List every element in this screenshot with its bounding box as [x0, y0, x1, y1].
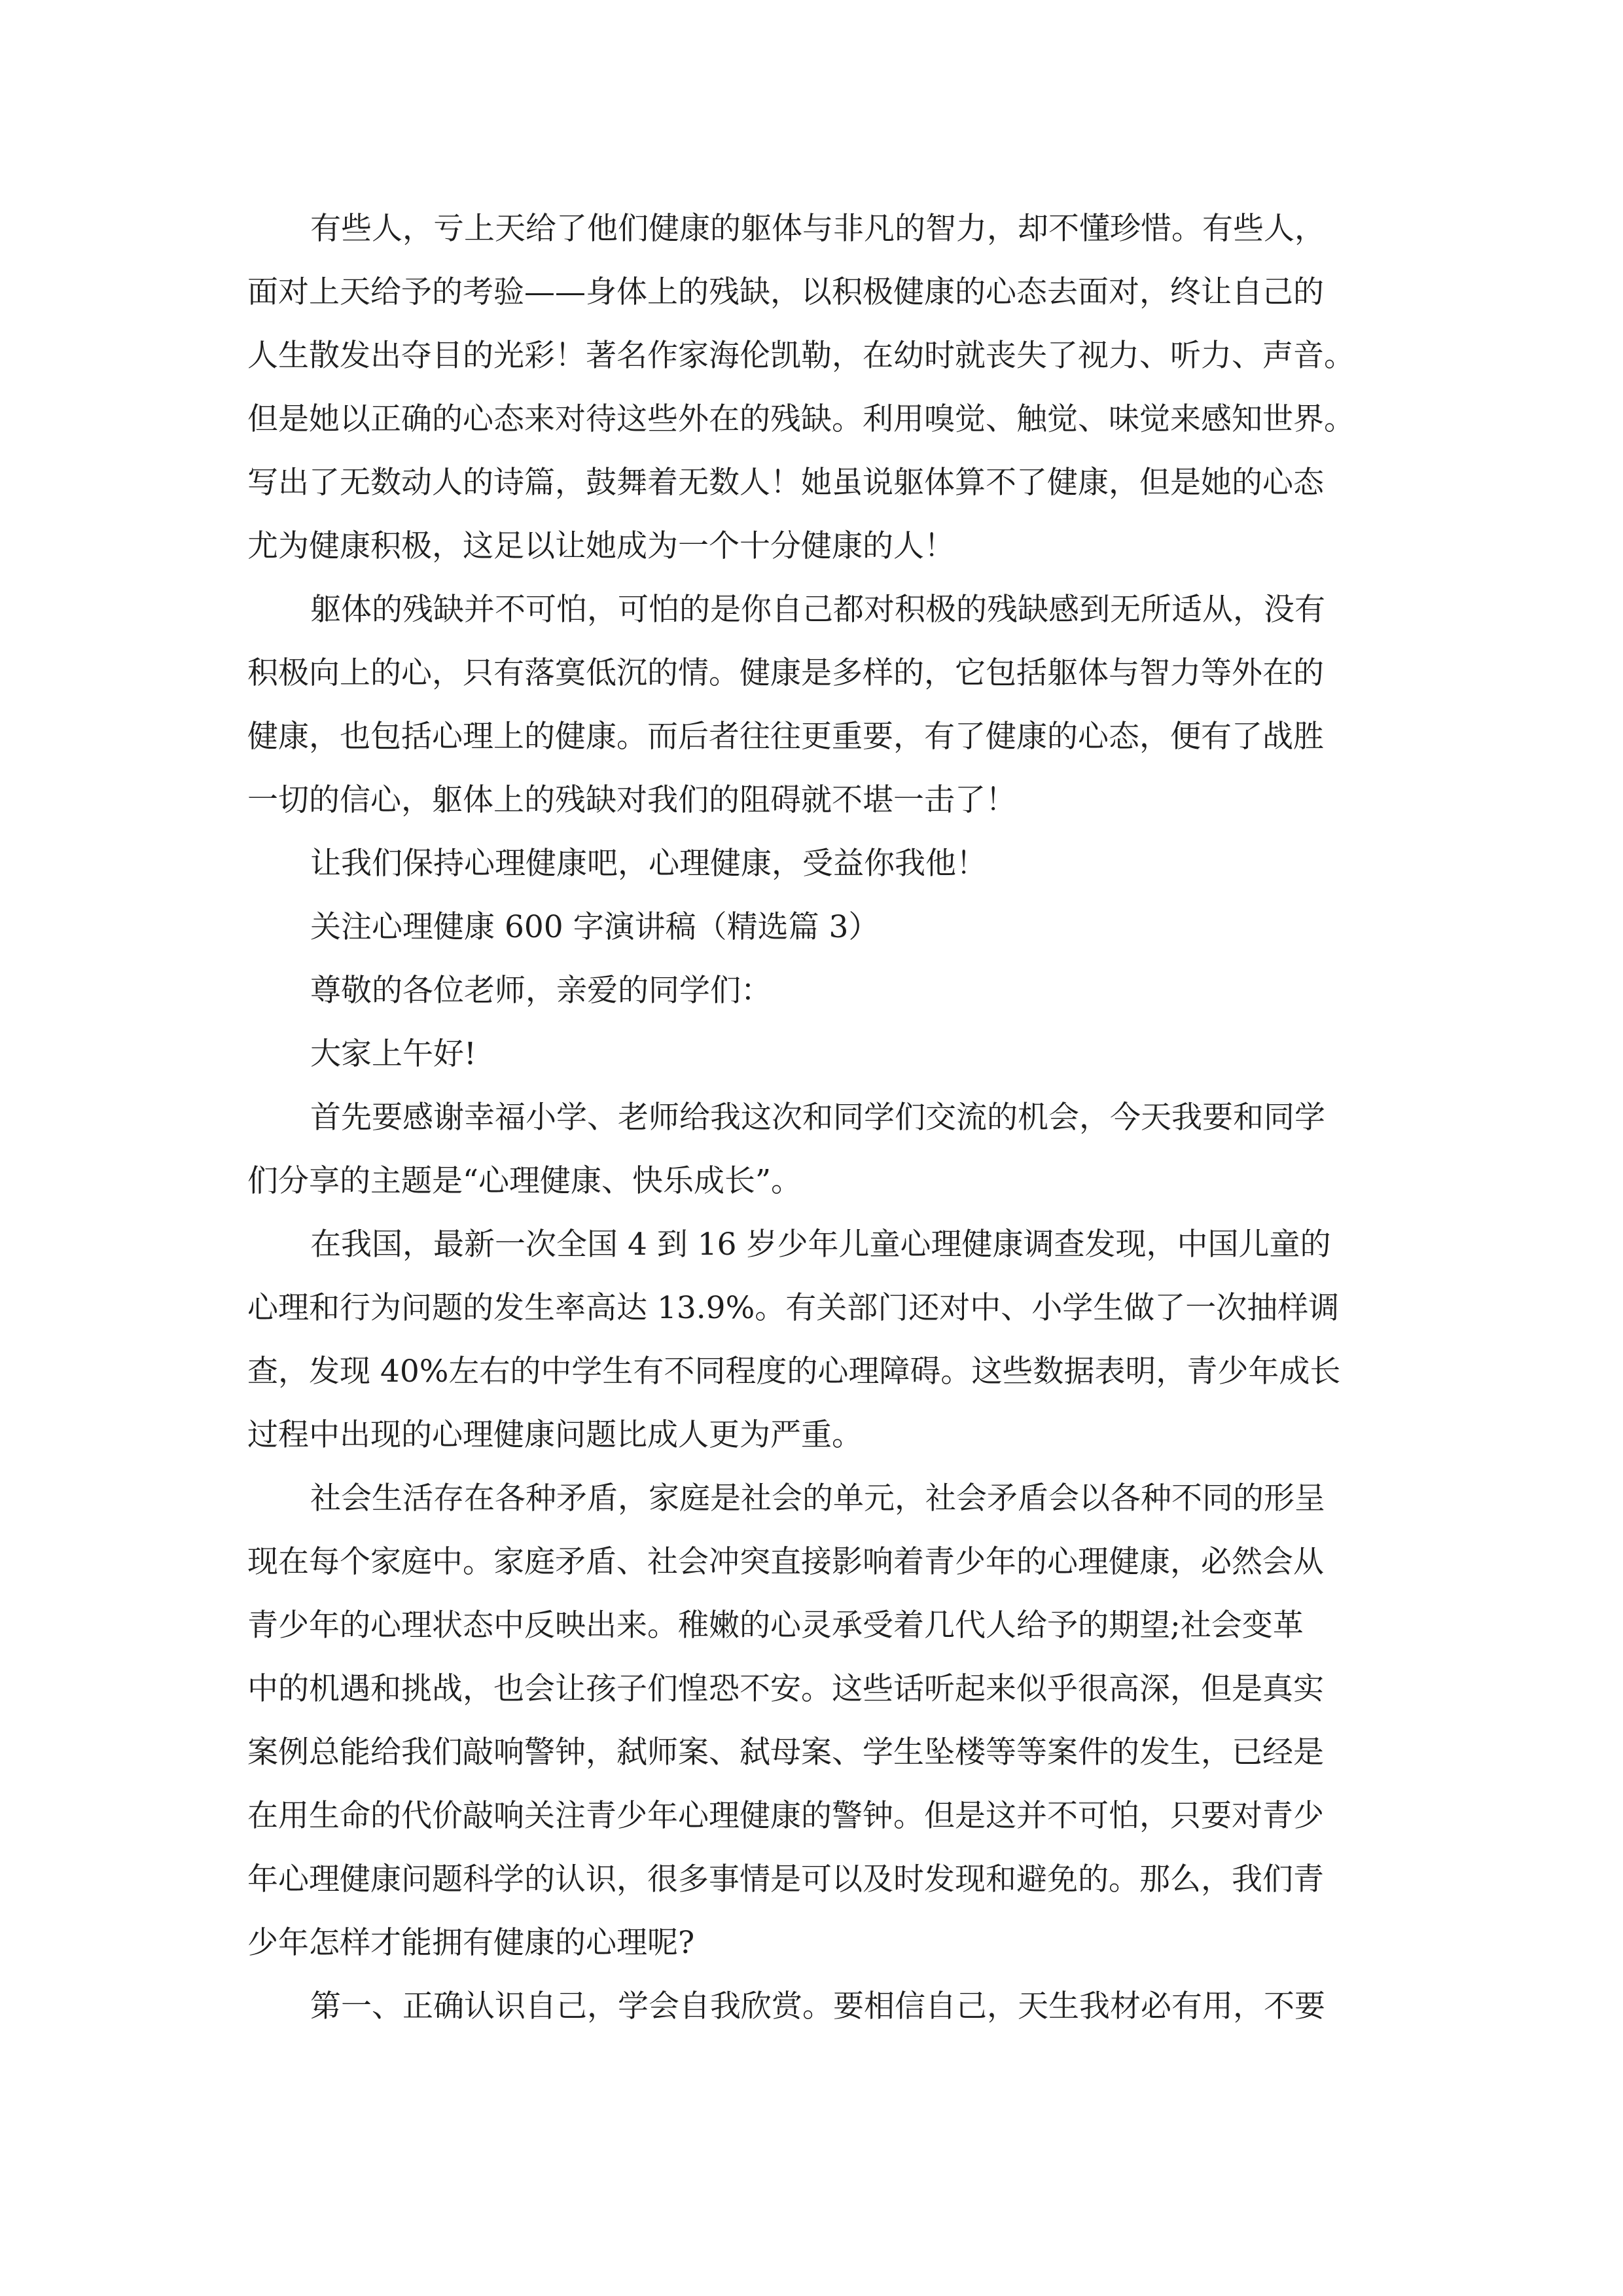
text-line: 首先要感谢幸福小学、老师给我这次和同学们交流的机会，今天我要和同学 — [310, 1100, 1325, 1136]
text-line: 面对上天给予的考验——身体上的残缺，以积极健康的心态去面对，终让自己的 — [247, 274, 1324, 310]
text-line: 写出了无数动人的诗篇，鼓舞着无数人！她虽说躯体算不了健康，但是她的心态 — [247, 465, 1324, 501]
text-line: 年心理健康问题科学的认识，很多事情是可以及时发现和避免的。那么，我们青 — [247, 1861, 1324, 1897]
text-line: 少年怎样才能拥有健康的心理呢? — [247, 1925, 695, 1961]
text-line: 尊敬的各位老师，亲爱的同学们： — [310, 973, 772, 1009]
text-line: 查，发现 40%左右的中学生有不同程度的心理障碍。这些数据表明，青少年成长 — [247, 1354, 1341, 1390]
section-heading: 关注心理健康 600 字演讲稿（精选篇 3） — [310, 909, 880, 945]
text-line: 健康，也包括心理上的健康。而后者往往更重要，有了健康的心态，便有了战胜 — [247, 719, 1324, 755]
text-line: 尤为健康积极，这足以让她成为一个十分健康的人！ — [247, 528, 955, 564]
text-line: 大家上午好! — [310, 1036, 476, 1072]
text-line: 积极向上的心，只有落寞低沉的情。健康是多样的，它包括躯体与智力等外在的 — [247, 655, 1324, 691]
text-line: 们分享的主题是“心理健康、快乐成长”。 — [247, 1163, 802, 1199]
text-line: 案例总能给我们敲响警钟，弑师案、弑母案、学生坠楼等等案件的发生，已经是 — [247, 1734, 1324, 1770]
text-line: 躯体的残缺并不可怕，可怕的是你自己都对积极的残缺感到无所适从，没有 — [310, 592, 1325, 628]
text-line: 在我国，最新一次全国 4 到 16 岁少年儿童心理健康调查发现，中国儿童的 — [310, 1227, 1331, 1263]
text-line: 一切的信心，躯体上的残缺对我们的阻碍就不堪一击了！ — [247, 782, 1016, 818]
text-line: 中的机遇和挑战，也会让孩子们惶恐不安。这些话听起来似乎很高深，但是真实 — [247, 1671, 1324, 1707]
text-line: 第一、正确认识自己，学会自我欣赏。要相信自己，天生我材必有用，不要 — [310, 1988, 1325, 2024]
text-line: 心理和行为问题的发生率高达 13.9%。有关部门还对中、小学生做了一次抽样调 — [247, 1290, 1340, 1326]
text-line: 青少年的心理状态中反映出来。稚嫩的心灵承受着几代人给予的期望;社会变革 — [247, 1607, 1304, 1643]
text-line: 人生散发出夺目的光彩！著名作家海伦凯勒，在幼时就丧失了视力、听力、声音。 — [247, 338, 1355, 374]
text-line: 在用生命的代价敲响关注青少年心理健康的警钟。但是这并不可怕，只要对青少 — [247, 1798, 1324, 1834]
text-line: 让我们保持心理健康吧，心理健康，受益你我他！ — [310, 846, 987, 882]
text-line: 有些人，亏上天给了他们健康的躯体与非凡的智力，却不懂珍惜。有些人， — [310, 211, 1325, 247]
text-line: 现在每个家庭中。家庭矛盾、社会冲突直接影响着青少年的心理健康，必然会从 — [247, 1544, 1324, 1580]
text-line: 但是她以正确的心态来对待这些外在的残缺。利用嗅觉、触觉、味觉来感知世界。 — [247, 401, 1355, 437]
text-line: 社会生活存在各种矛盾，家庭是社会的单元，社会矛盾会以各种不同的形呈 — [310, 1480, 1325, 1516]
text-line: 过程中出现的心理健康问题比成人更为严重。 — [247, 1417, 863, 1453]
